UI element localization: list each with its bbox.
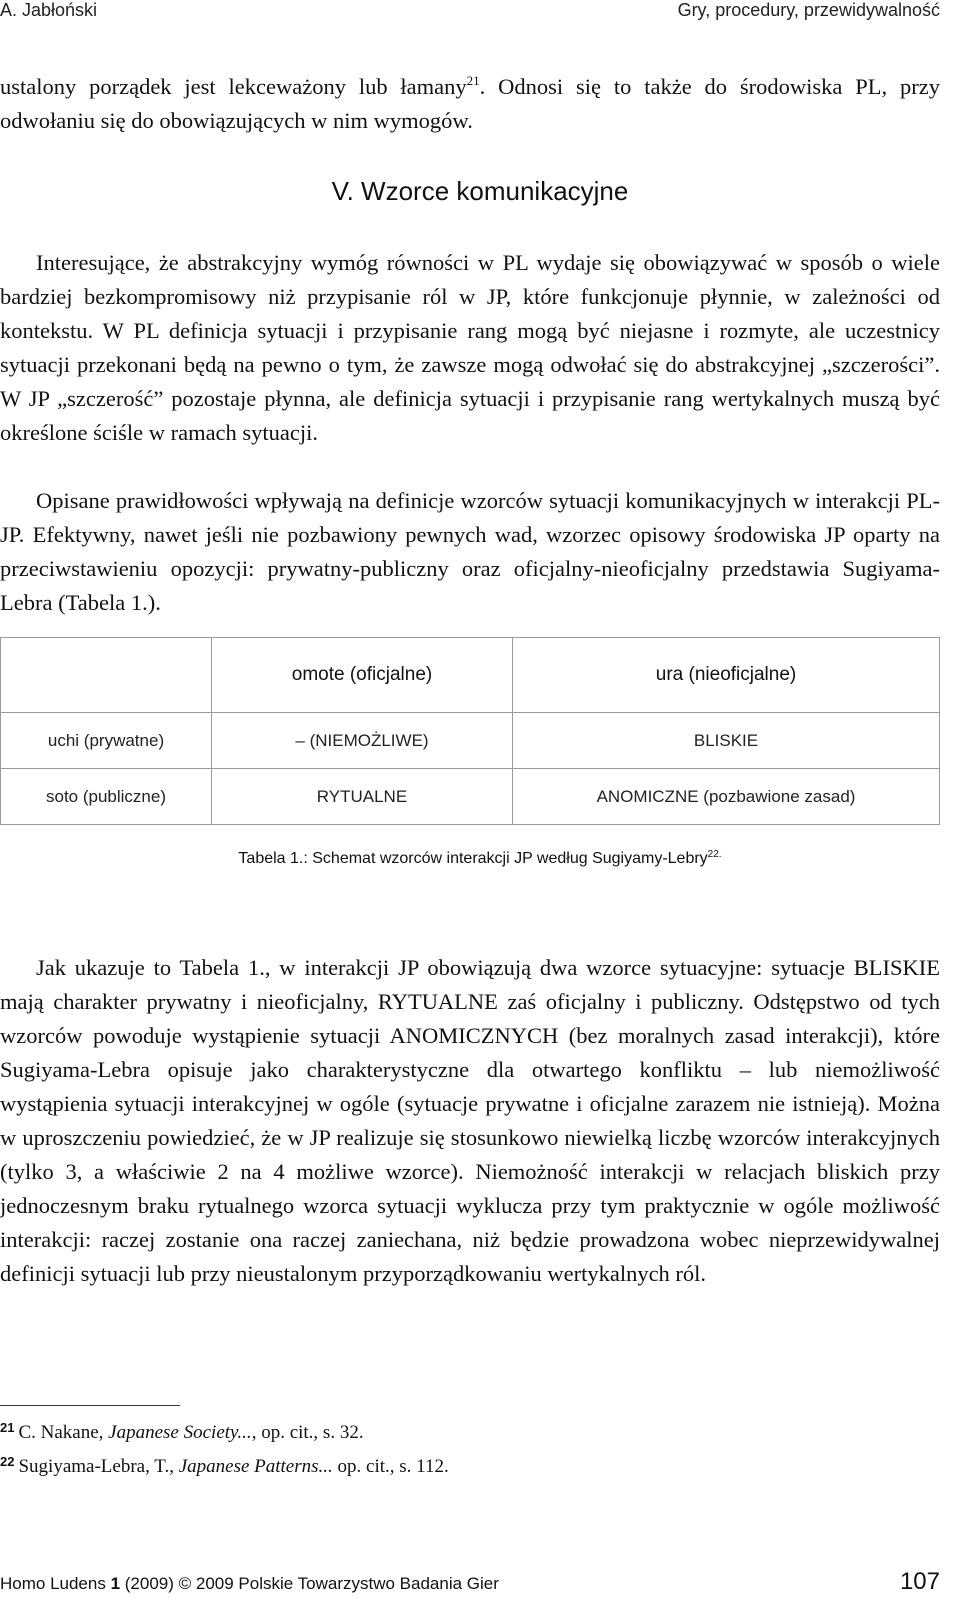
journal-name: Homo Ludens [0,1574,106,1593]
table-cell: uchi (prywatne) [1,713,212,769]
footnote-21 [0,1416,364,1445]
journal-issue: 1 [110,1574,121,1593]
intro-text: ustalony porządek jest lekceważony lub łamany [0,74,467,99]
paragraph-1: Interesujące, że abstrakcyjny wymóg równości w PL wydaje się obowiązywać w sposób o wiele bardziej bezkompromisowy niż przypisanie ról w JP, które funkcjonuje płynnie, w zależności od kontekstu. W PL definicja sytuacji i przypisanie rang mogą być niejasne i rozmyte, ale uczestnicy sytuacji przekonani będą na pewno o tym, że zawsze mogą odwołać się do abstrakcyjnej „szczerości”. W JP „szczerość” pozostaje płynna, ale definicja sytuacji i przypisanie rang wertykalnych muszą być określone ściśle w ramach sytuacji. [0,250,940,445]
footnote-22 [0,1450,449,1479]
section-title: V. Wzorce komunikacyjne [331,176,629,206]
intro-text-cont: . Odnosi się to także do środowiska PL, przy odwołaniu się do obowiązujących w nim wymogów. [0,74,940,133]
page-number: 107 [899,1568,940,1595]
paragraph-3: Jak ukazuje to Tabela 1., w interakcji JP obowiązują dwa wzorce sytuacyjne: sytuacje BLISKIE mają charakter prywatny i nieoficjalny, RYTUALNE zaś oficjalny i publiczny. Odstępstwo od tych wzorców powoduje wystąpienie sytuacji ANOMICZNYCH (bez moralnych zasad interakcji), które Sugiyama-Lebra opisuje jako charakterystyczne dla otwartego konfliktu – lub niemożliwość wystąpienia sytuacji interakcyjnej w ogóle (sytuacje prywatne i oficjalne zarazem nie istnieją). Można w uproszczeniu powiedzieć, że w JP realizuje się stosunkowo niewielką liczbę wzorców interakcyjnych (tylko 3, a właściwie 2 na 4 możliwe wzorce). Niemożność interakcji w relacjach bliskich przy jednoczesnym braku rytualnego wzorca sytuacji wyklucza przy tym praktycznie w ogóle możliwość interakcji: raczej zostanie ona raczej zaniechana, niż będzie prowadzona wobec nieprzewidywalnej definicji sytuacji lub przy nieustalonym przyporządkowaniu wertykalnych ról. [0,955,940,1286]
running-header [0,0,940,22]
footer-citation [0,1574,499,1594]
paragraph-2: Opisane prawidłowości wpływają na definicje wzorców sytuacji komunikacyjnych w interakcji PL-JP. Efektywny, nawet jeśli nie pozbawiony pewnych wad, wzorzec opisowy środowiska JP oparty na przeciwstawieniu opozycji: prywatny-publiczny oraz oficjalny-nieoficjalny przedstawia Sugiyama-Lebra (Tabela 1.). [0,488,940,615]
table-header-cell [1,638,212,713]
footnote-title: Japanese Society... [108,1422,252,1443]
footnote-divider [0,1405,180,1406]
intro-paragraph [0,70,940,138]
table-header-cell: omote (oficjalne) [212,638,513,713]
table-row [1,713,940,769]
footnote-text: op. cit., s. 112. [332,1456,449,1477]
footer-copyright: (2009) © 2009 Polskie Towarzystwo Badania Gier [120,1574,499,1593]
header-running-title: Gry, procedury, przewidywalność [677,0,940,20]
table-cell: BLISKIE [513,713,940,769]
footnote-ref-22[interactable]: 22. [707,849,722,860]
table-cell: – (NIEMOŻLIWE) [212,713,513,769]
table-cell: RYTUALNE [212,769,513,825]
footnote-text: Sugiyama-Lebra, T., [18,1456,179,1477]
table-cell: soto (publiczne) [1,769,212,825]
table-header-cell: ura (nieoficjalne) [513,638,940,713]
table-header-row [1,638,940,713]
table-caption-text: Tabela 1.: Schemat wzorców interakcji JP według Sugiyamy-Lebry [238,850,708,867]
table-row [1,769,940,825]
footnote-text: , op. cit., s. 32. [251,1422,364,1443]
footnote-ref-21[interactable]: 21 [466,73,480,88]
footnote-text: C. Nakane, [18,1422,109,1443]
table-cell: ANOMICZNE (pozbawione zasad) [513,769,940,825]
schema-table [0,637,940,825]
footnote-title: Japanese Patterns... [178,1456,333,1477]
footnote-number: 21 [0,1420,15,1435]
header-author: A. Jabłoński [0,0,98,20]
table-caption [0,850,960,868]
footnote-number: 22 [0,1454,15,1469]
page-footer [0,1570,940,1596]
